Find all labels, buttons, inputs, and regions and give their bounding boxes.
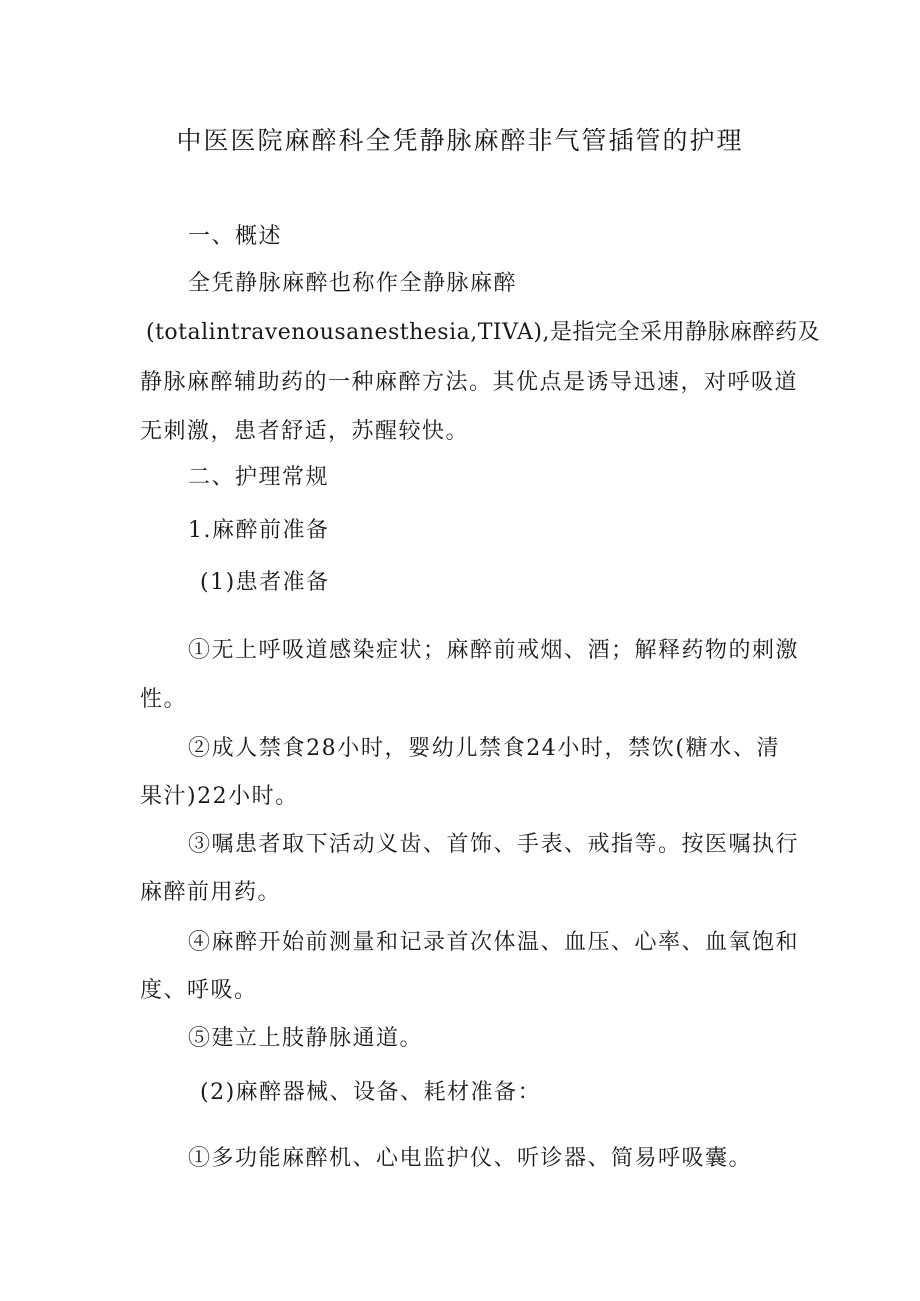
list-item-line: 性。 [140, 687, 188, 712]
list-item-line: ③嘱患者取下活动义齿、首饰、手表、戒指等。按医嘱执行 [188, 832, 800, 857]
paragraph-line: (totalintravenousanesthesia,TIVA),是指完全采用静脉麻醉药及 [146, 320, 820, 345]
list-item-line: ①无上呼吸道感染症状；麻醉前戒烟、酒；解释药物的刺激 [188, 638, 800, 663]
subsection-heading: 1.麻醉前准备 [188, 518, 330, 543]
list-item-line: 麻醉前用药。 [140, 880, 282, 905]
list-item-line: ④麻醉开始前测量和记录首次体温、血压、心率、血氧饱和 [188, 930, 800, 955]
list-item-line: ②成人禁食28小时，婴幼儿禁食24小时，禁饮(糖水、清 [188, 736, 780, 761]
section-heading-overview: 一、概述 [188, 224, 283, 249]
list-item-line: 度、呼吸。 [140, 978, 258, 1003]
list-item-line: ⑤建立上肢静脉通道。 [188, 1026, 424, 1051]
paragraph-line: 静脉麻醉辅助药的一种麻醉方法。其优点是诱导迅速，对呼吸道 [140, 370, 799, 395]
document-title: 中医医院麻醉科全凭静脉麻醉非气管插管的护理 [176, 126, 744, 155]
item-heading: (2)麻醉器械、设备、耗材准备： [200, 1080, 542, 1105]
section-heading-nursing-routine: 二、护理常规 [188, 465, 330, 490]
item-heading: (1)患者准备 [200, 570, 330, 595]
paragraph-line: 无刺激，患者舒适，苏醒较快。 [140, 419, 470, 444]
list-item-line: 果汁)22小时。 [140, 784, 299, 809]
list-item-line: ①多功能麻醉机、心电监护仪、听诊器、简易呼吸囊。 [188, 1146, 753, 1171]
paragraph-line: 全凭静脉麻醉也称作全静脉麻醉 [188, 271, 518, 296]
